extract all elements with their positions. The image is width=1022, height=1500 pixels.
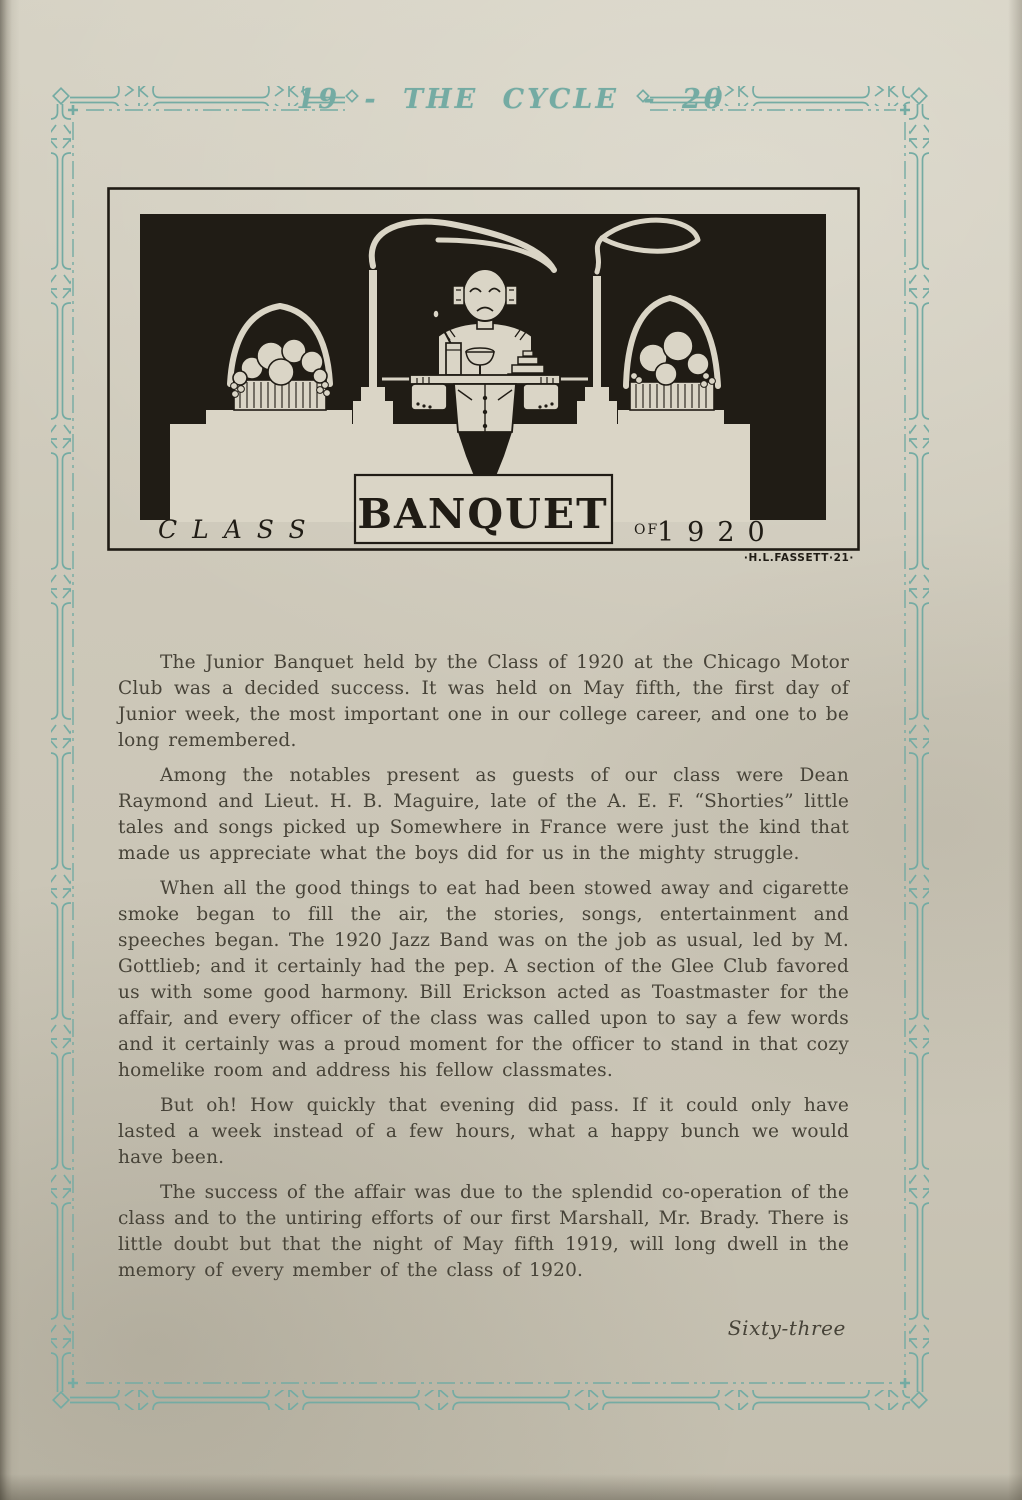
page-header-title: 19 - THE CYCLE - 20 (296, 84, 726, 115)
caption-year: 1920 (657, 517, 778, 548)
right-pedestal (618, 410, 724, 426)
caption-class: CLASS (158, 515, 321, 544)
banquet-illustration (106, 186, 861, 564)
paragraph-3: When all the good things to eat had been stowed away and cigarette smoke began to fill the air, the stories, songs, entertainment and speeches began. The 1920 Jazz Band was on the job as usual, led by M. Gottlieb; and it certainly had the pep. A section of the Glee Club favored us with some good harmony. Bill Erickson acted as Toastmaster for the affair, and every officer of the class was called upon to say a few words and it certainly was a proud moment for the officer to stand in that cozy homelike room and address his fellow classmates. (118, 878, 849, 1081)
paragraph-1: The Junior Banquet held by the Class of 1920 at the Chicago Motor Club was a decided success. It was held on May fifth, the first day of Junior week, the most important one in our college career, and one to be long remembered. (118, 652, 849, 751)
artist-signature: ·H.L.FASSETT·21· (743, 552, 854, 564)
left-pedestal (206, 410, 352, 426)
paragraph-4: But oh! How quickly that evening did pass. If it could only have lasted a week instead of a few hours, what a happy bunch we would have been. (118, 1095, 849, 1168)
paragraph-2: Among the notables present as guests of our class were Dean Raymond and Lieut. H. B. Maguire, late of the A. E. F. “Shorties” little tales and songs picked up Somewhere in France were just the kind that made us appreciate what the boys did for us in the mighty struggle. (118, 765, 849, 864)
page-number: Sixty-three (727, 1316, 846, 1340)
paragraph-5: The success of the affair was due to the splendid co-operation of the class and to the untiring efforts of our first Marshall, Mr. Brady. There is little doubt but that the night of May fifth 1919, will long dwell in the memory of every member of the class of 1920. (118, 1182, 849, 1281)
caption-banquet: BANQUET (357, 490, 609, 538)
caption-of: OF (634, 522, 660, 538)
article-body (118, 650, 849, 1293)
banquet-illustration-canvas (106, 186, 861, 564)
